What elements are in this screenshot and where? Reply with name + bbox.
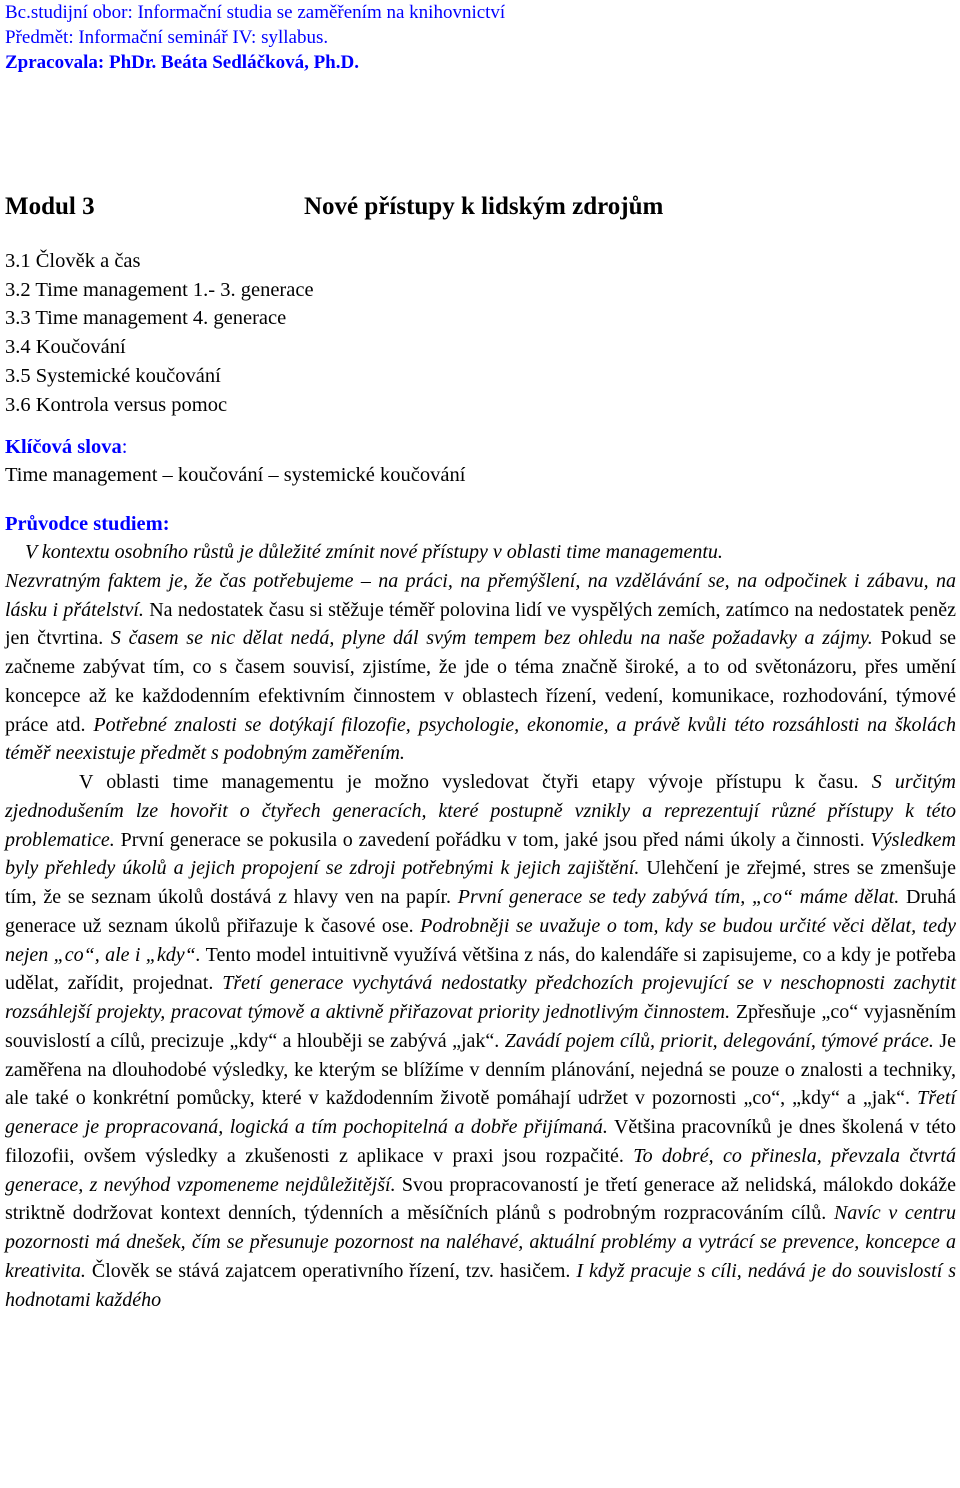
paragraph-intro-lead: V kontextu osobního růstů je důležité zmínit nové přístupy v oblasti time managementu. xyxy=(25,541,723,564)
sentence: Je zaměřena na dlouhodobé výsledky, ke kterým se blížíme v denním plánování, nejedná se pouze o znalosti a techniky, ale také o konkrétní pomůcky, které v každodenním životě pomáhají udržet v pozornosti „co“, „kdy“ a „jak“. xyxy=(5,1029,956,1110)
sentence: Svou propracovaností je třetí generace až nelidská, málokdo dokáže striktně dodržovat kontext denních, týdenních a měsíčních plánů s podrobným rozpracováním cílů. xyxy=(5,1173,957,1225)
module-number: Modul 3 xyxy=(5,193,95,220)
header-subject: Předmět: Informační seminář IV: syllabus. xyxy=(5,27,329,48)
sentence: Pokud se začneme zabývat tím, co s časem souvisí, zjistíme, že jde o téma značně široké, a to od světonázoru, přes umění koncepce až ke každodenním efektivním činnostem v oblastech řízení, vedení, komunikace, rozhodování, týmové práce atd. xyxy=(5,627,956,736)
sentence: Třetí generace je propracovaná, logická a tím pochopitelná a dobře přijímaná. xyxy=(5,1087,956,1139)
study-guide-heading: Průvodce studiem: xyxy=(5,513,170,536)
sentence: Podrobněji se uvažuje o tom, kdy se budou určité věci dělat, tedy nejen „co“, ale i „kdy“. xyxy=(5,914,956,966)
keywords-colon: : xyxy=(121,436,128,459)
header-study-field: Bc.studijní obor: Informační studia se zaměřením na knihovnictví xyxy=(5,2,506,23)
keywords-text: Time management – koučování – systemické koučování xyxy=(5,464,466,487)
toc-item: 3.1 Člověk a čas xyxy=(5,250,141,272)
paragraph-generations xyxy=(5,768,956,1314)
header-author: Zpracovala: PhDr. Beáta Sedláčková, Ph.D. xyxy=(5,52,359,73)
sentence: Zpřesňuje „co“ vyjasněním souvislostí a cílů, precizuje „kdy“ a hlouběji se zabývá „jak“. xyxy=(5,1001,956,1052)
sentence: To dobré, co přinesla, převzala čtvrtá generace, z nevýhod vzpomeneme nejdůležitější. xyxy=(5,1144,956,1196)
toc-item: 3.4 Koučování xyxy=(5,336,126,359)
sentence: Potřebné znalosti se dotýkají filozofie, psychologie, ekonomie, a právě kvůli této rozsáhlosti na školách téměř neexistuje předmět s podobným zaměřením. xyxy=(5,713,956,765)
sentence: První generace se tedy zabývá tím, „co“ máme dělat. xyxy=(451,886,900,909)
toc-item: 3.6 Kontrola versus pomoc xyxy=(5,393,228,416)
keywords-label: Klíčová slova xyxy=(5,436,122,459)
module-title: Nové přístupy k lidským zdrojům xyxy=(304,193,664,220)
sentence: V oblasti time managementu je možno vysledovat čtyři etapy vývoje přístupu k času. xyxy=(79,771,859,794)
sentence: Zavádí pojem cílů, priorit, delegování, týmové práce. xyxy=(499,1029,934,1052)
keywords-heading xyxy=(5,433,956,461)
sentence: Navíc v centru pozornosti má dnešek, čím se přesunuje pozornost na naléhavé, aktuální problémy a vytrácí se prevence, koncepce a kreativita. xyxy=(5,1202,956,1282)
sentence: S určitým zjednodušením lze hovořit o čtyřech generacích, které postupně vznikly a reprezentují různé přístupy k této problematice. xyxy=(5,771,956,851)
sentence: I když pracuje s cíli, nedává je do souvislostí s hodnotami každého xyxy=(5,1259,956,1311)
toc-item: 3.5 Systemické koučování xyxy=(5,364,221,387)
sentence: Na nedostatek času si stěžuje téměř polovina lidí ve vyspělých zemích, zatímco na nedostatek peněz jen čtvrtina. xyxy=(5,598,956,650)
sentence: Výsledkem byly přehledy úkolů a jejich propojení se zdroji potřebnými k jejich zajištění. xyxy=(5,828,956,880)
table-of-contents xyxy=(5,247,956,419)
module-heading xyxy=(5,193,956,233)
sentence: Třetí generace vychytává nedostatky předchozích projevující se v neschopnosti zachytit rozsáhlejší projekty, pracovat týmově a aktivně přiřazovat priority jednotlivým činnostem. xyxy=(5,972,956,1024)
paragraph-intro xyxy=(5,538,956,768)
toc-item: 3.3 Time management 4. generace xyxy=(5,307,287,330)
sentence: První generace se pokusila o zavedení pořádku v tom, jaké jsou před námi úkoly a činnosti. xyxy=(114,828,865,851)
sentence: Ulehčení je zřejmé, stres se zmenšuje tím, že se seznam úkolů dostává z hlavy ven na papír. xyxy=(5,857,956,909)
sentence: Většina pracovníků je dnes školená v této filozofii, ovšem výsledky a zkušenosti z aplikace v praxi jsou rozpačité. xyxy=(5,1116,956,1167)
sentence: Tento model intuitivně využívá většina z nás, do kalendáře si zapisujeme, co a kdy je potřeba udělat, zařídit, projednat. xyxy=(5,943,956,995)
sentence: Nezvratným faktem je, že čas potřebujeme – na práci, na přemýšlení, na vzdělávání se, na odpočinek i zábavu, na lásku i přátelství. xyxy=(5,569,956,621)
toc-item: 3.2 Time management 1.- 3. generace xyxy=(5,278,314,301)
sentence: S časem se nic dělat nedá, plyne dál svým tempem bez ohledu na naše požadavky a zájmy. xyxy=(103,627,873,650)
sentence: Druhá generace už seznam úkolů přiřazuje k časové ose. xyxy=(5,886,957,937)
sentence: Člověk se stává zajatcem operativního řízení, tzv. hasičem. xyxy=(85,1259,571,1282)
